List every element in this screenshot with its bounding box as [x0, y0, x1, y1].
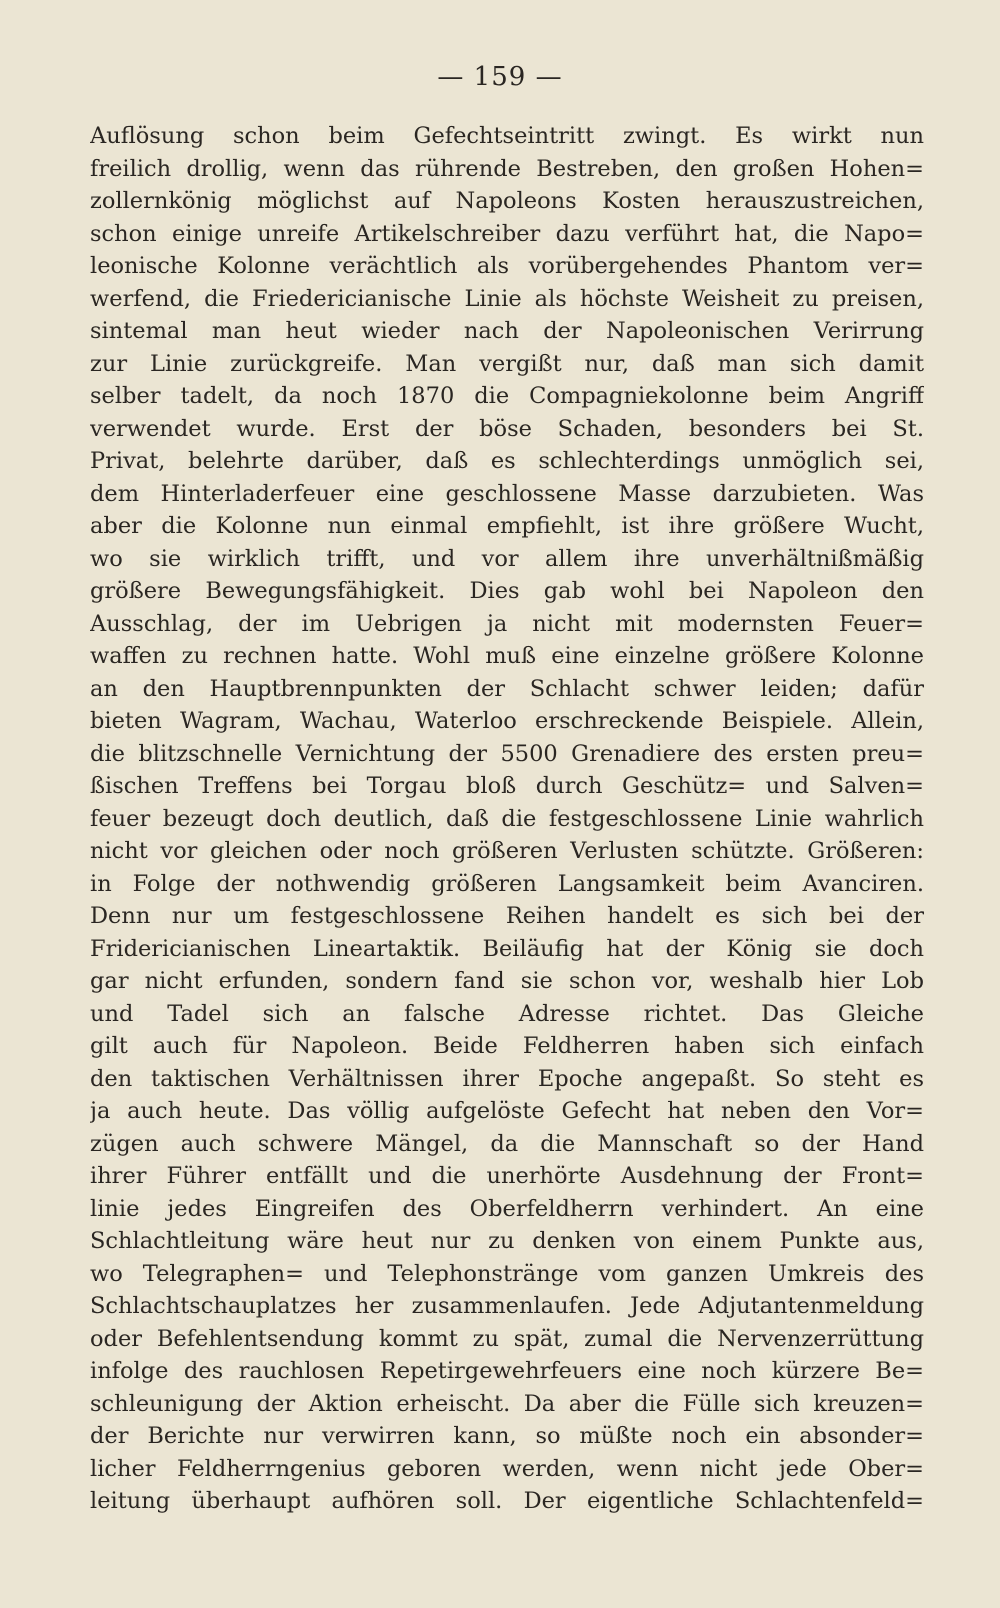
text-line: Schlachtschauplatzes her zusammenlaufen. Jede Adjutantenmeldung — [90, 1293, 924, 1319]
text-line: sintemal man heut wieder nach der Napoleonischen Verirrung — [90, 318, 924, 344]
text-line: wo Telegraphen= und Telephonstränge vom ganzen Umkreis des — [90, 1260, 924, 1287]
text-line: ßischen Treffens bei Torgau bloß durch Geschütz= und Salven= — [90, 773, 924, 799]
text-line: Schlachtleitung wäre heut nur zu denken von einem Punkte aus, — [90, 1228, 924, 1254]
text-line: den taktischen Verhältnissen ihrer Epoche angepaßt. So steht es — [90, 1065, 924, 1092]
text-line: zollernkönig möglichst auf Napoleons Kosten herauszustreichen, — [90, 188, 924, 214]
text-line: dem Hinterladerfeuer eine geschlossene Masse darzubieten. Was — [90, 480, 924, 507]
text-line: gar nicht erfunden, sondern fand sie schon vor, weshalb hier Lob — [90, 968, 924, 994]
text-line: feuer bezeugt doch deutlich, daß die festgeschlossene Linie wahrlich — [90, 805, 924, 832]
text-line: der Berichte nur verwirren kann, so müßte noch ein absonder= — [90, 1423, 924, 1449]
text-line: Privat, belehrte darüber, daß es schlechterdings unmöglich sei, — [90, 448, 924, 474]
text-line: Ausschlag, der im Uebrigen ja nicht mit modernsten Feuer= — [90, 610, 924, 637]
text-line: selber tadelt, da noch 1870 die Compagniekolonne beim Angriff — [90, 383, 924, 409]
text-line: an den Hauptbrennpunkten der Schlacht schwer leiden; dafür — [90, 675, 924, 702]
text-line: oder Befehlentsendung kommt zu spät, zumal die Nervenzerrüttung — [90, 1325, 924, 1352]
text-line: ihrer Führer entfällt und die unerhörte Ausdehnung der Front= — [90, 1163, 924, 1189]
text-line: bieten Wagram, Wachau, Waterloo erschreckende Beispiele. Allein, — [90, 708, 924, 734]
text-line: größere Bewegungsfähigkeit. Dies gab wohl bei Napoleon den — [90, 578, 924, 604]
text-line: ja auch heute. Das völlig aufgelöste Gefecht hat neben den Vor= — [90, 1098, 924, 1124]
text-line: schon einige unreife Artikelschreiber dazu verführt hat, die Napo= — [90, 220, 924, 247]
text-line: infolge des rauchlosen Repetirgewehrfeuers eine noch kürzere Be= — [90, 1358, 924, 1384]
text-line: nicht vor gleichen oder noch größeren Verlusten schützte. Größeren: — [90, 838, 924, 864]
text-line: wo sie wirklich trifft, und vor allem ihre unverhältnißmäßig — [90, 545, 924, 572]
text-line: Fridericianischen Lineartaktik. Beiläufig hat der König sie doch — [90, 935, 924, 962]
text-line: licher Feldherrngenius geboren werden, wenn nicht jede Ober= — [90, 1455, 924, 1482]
text-line: leonische Kolonne verächtlich als vorübergehendes Phantom ver= — [90, 253, 924, 279]
text-line: waffen zu rechnen hatte. Wohl muß eine einzelne größere Kolonne — [90, 643, 924, 669]
text-line: werfend, die Friedericianische Linie als höchste Weisheit zu preisen, — [90, 285, 924, 312]
text-line: aber die Kolonne nun einmal empfiehlt, ist ihre größere Wucht, — [90, 513, 924, 539]
text-line: freilich drollig, wenn das rührende Bestreben, den großen Hohen= — [90, 155, 924, 182]
page-number: — 159 — — [437, 62, 563, 92]
text-line: in Folge der nothwendig größeren Langsamkeit beim Avanciren. — [90, 870, 924, 897]
text-line: zügen auch schwere Mängel, da die Mannschaft so der Hand — [90, 1130, 924, 1157]
text-line: Denn nur um festgeschlossene Reihen handelt es sich bei der — [90, 903, 924, 929]
text-line: verwendet wurde. Erst der böse Schaden, besonders bei St. — [90, 415, 924, 442]
text-line: gilt auch für Napoleon. Beide Feldherren haben sich einfach — [90, 1033, 924, 1059]
text-line: schleunigung der Aktion erheischt. Da aber die Fülle sich kreuzen= — [90, 1390, 924, 1417]
text-line: Auflösung schon beim Gefechtseintritt zwingt. Es wirkt nun — [90, 123, 924, 149]
text-line: und Tadel sich an falsche Adresse richtet. Das Gleiche — [90, 1000, 924, 1027]
text-line: linie jedes Eingreifen des Oberfeldherrn verhindert. An eine — [90, 1195, 924, 1222]
text-line: leitung überhaupt aufhören soll. Der eigentliche Schlachtenfeld= — [90, 1488, 924, 1514]
body-text — [90, 120, 924, 1518]
text-line: zur Linie zurückgreife. Man vergißt nur, daß man sich damit — [90, 350, 924, 377]
text-line: die blitzschnelle Vernichtung der 5500 Grenadiere des ersten preu= — [90, 740, 924, 767]
